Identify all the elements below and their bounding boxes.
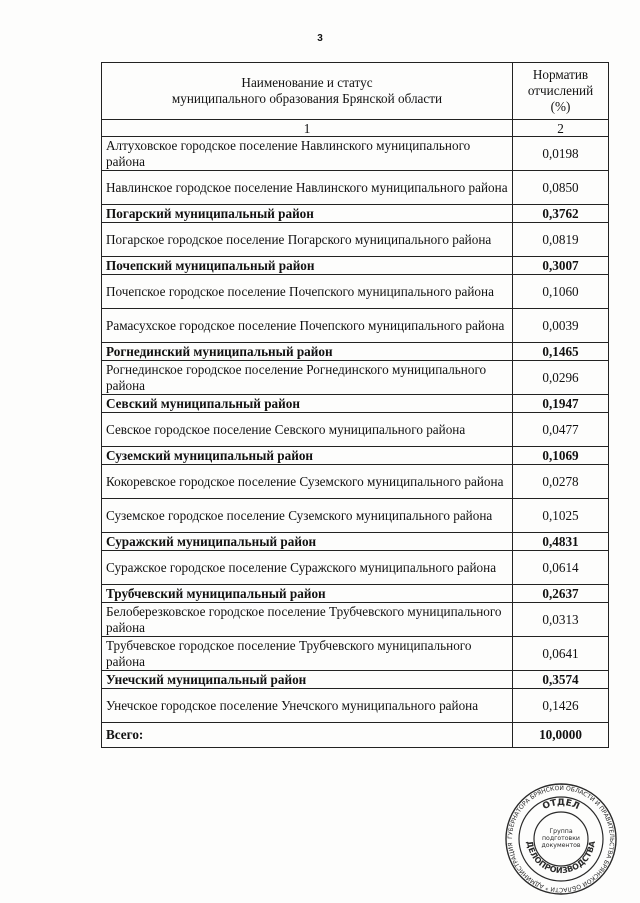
norm-value: 0,0614 xyxy=(513,551,609,585)
municipality-name: Суземское городское поселение Суземского муниципального района xyxy=(102,499,513,533)
norm-value: 0,0313 xyxy=(513,603,609,637)
norm-value: 0,1025 xyxy=(513,499,609,533)
norm-value: 0,4831 xyxy=(513,533,609,551)
header-value-text: Норматив отчислений (%) xyxy=(527,67,594,114)
table-row xyxy=(102,447,609,465)
norm-value: 0,0850 xyxy=(513,171,609,205)
norm-value: 0,1947 xyxy=(513,395,609,413)
municipality-name: Рамасухское городское поселение Почепского муниципального района xyxy=(102,309,513,343)
total-row xyxy=(102,723,609,748)
municipality-name: Унечский муниципальный район xyxy=(102,671,513,689)
norm-value: 0,3762 xyxy=(513,205,609,223)
municipality-name: Погарское городское поселение Погарского муниципального района xyxy=(102,223,513,257)
municipality-name: Погарский муниципальный район xyxy=(102,205,513,223)
norm-value: 0,1060 xyxy=(513,275,609,309)
norm-value: 0,2637 xyxy=(513,585,609,603)
norm-value: 0,0278 xyxy=(513,465,609,499)
table-row xyxy=(102,689,609,723)
svg-text:ГУБЕРНАТОРА БРЯНСКОЙ ОБЛАСТИ И: ГУБЕРНАТОРА БРЯНСКОЙ ОБЛАСТИ И ПРАВИТЕЛЬСТВА БРЯНСКОЙ ОБЛАСТИ * АДМИНИСТРАЦИЯ xyxy=(506,784,616,894)
norm-value: 0,1069 xyxy=(513,447,609,465)
municipality-name: Рогнединский муниципальный район xyxy=(102,343,513,361)
official-stamp xyxy=(505,783,617,895)
header-name-text: Наименование и статус муниципального образования Брянской области xyxy=(171,75,443,106)
column-number-2: 2 xyxy=(513,120,609,137)
municipality-name: Почепское городское поселение Почепского муниципального района xyxy=(102,275,513,309)
table-row xyxy=(102,257,609,275)
column-number-1: 1 xyxy=(102,120,513,137)
header-value-cell xyxy=(513,63,609,120)
table-row xyxy=(102,465,609,499)
table-row xyxy=(102,499,609,533)
municipality-name: Унечское городское поселение Унечского муниципального района xyxy=(102,689,513,723)
total-value: 10,0000 xyxy=(513,723,609,748)
norm-value: 0,1465 xyxy=(513,343,609,361)
table-row xyxy=(102,413,609,447)
table-row xyxy=(102,603,609,637)
norm-value: 0,0039 xyxy=(513,309,609,343)
table-row xyxy=(102,223,609,257)
header-name-cell xyxy=(102,63,513,120)
column-number-row xyxy=(102,120,609,137)
table-row xyxy=(102,309,609,343)
norm-value: 0,0819 xyxy=(513,223,609,257)
municipality-name: Севское городское поселение Севского муниципального района xyxy=(102,413,513,447)
table-row xyxy=(102,551,609,585)
norm-value: 0,0641 xyxy=(513,637,609,671)
norm-table xyxy=(101,62,609,748)
municipality-name: Трубчевское городское поселение Трубчевского муниципального района xyxy=(102,637,513,671)
table-row xyxy=(102,205,609,223)
municipality-name: Суражский муниципальный район xyxy=(102,533,513,551)
norm-value: 0,0477 xyxy=(513,413,609,447)
municipality-name: Почепский муниципальный район xyxy=(102,257,513,275)
table-row xyxy=(102,343,609,361)
municipality-name: Суземский муниципальный район xyxy=(102,447,513,465)
municipality-name: Белоберезковское городское поселение Трубчевского муниципального района xyxy=(102,603,513,637)
table-row xyxy=(102,395,609,413)
table-header-row xyxy=(102,63,609,120)
svg-text:Группаподготовкидокументов: Группа подготовки документов xyxy=(541,828,581,849)
norm-value: 0,0198 xyxy=(513,137,609,171)
municipality-name: Трубчевский муниципальный район xyxy=(102,585,513,603)
norm-value: 0,3574 xyxy=(513,671,609,689)
table-row xyxy=(102,361,609,395)
municipality-name: Суражское городское поселение Суражского муниципального района xyxy=(102,551,513,585)
table-row xyxy=(102,585,609,603)
municipality-name: Кокоревское городское поселение Суземского муниципального района xyxy=(102,465,513,499)
table-row xyxy=(102,137,609,171)
norm-value: 0,3007 xyxy=(513,257,609,275)
svg-text:ОТДЕЛ: ОТДЕЛ xyxy=(541,797,581,813)
norm-value: 0,0296 xyxy=(513,361,609,395)
stamp-seal-image xyxy=(505,783,617,895)
table-row xyxy=(102,171,609,205)
svg-text:ДЕЛОПРОИЗВОДСТВА: ДЕЛОПРОИЗВОДСТВА xyxy=(524,840,598,876)
table-row xyxy=(102,533,609,551)
municipality-name: Навлинское городское поселение Навлинского муниципального района xyxy=(102,171,513,205)
norm-value: 0,1426 xyxy=(513,689,609,723)
table-row xyxy=(102,637,609,671)
table-row xyxy=(102,275,609,309)
total-label: Всего: xyxy=(102,723,513,748)
page-number: 3 xyxy=(317,33,323,44)
municipality-name: Алтуховское городское поселение Навлинского муниципального района xyxy=(102,137,513,171)
municipality-name: Рогнединское городское поселение Рогнединского муниципального района xyxy=(102,361,513,395)
municipality-name: Севский муниципальный район xyxy=(102,395,513,413)
table-row xyxy=(102,671,609,689)
